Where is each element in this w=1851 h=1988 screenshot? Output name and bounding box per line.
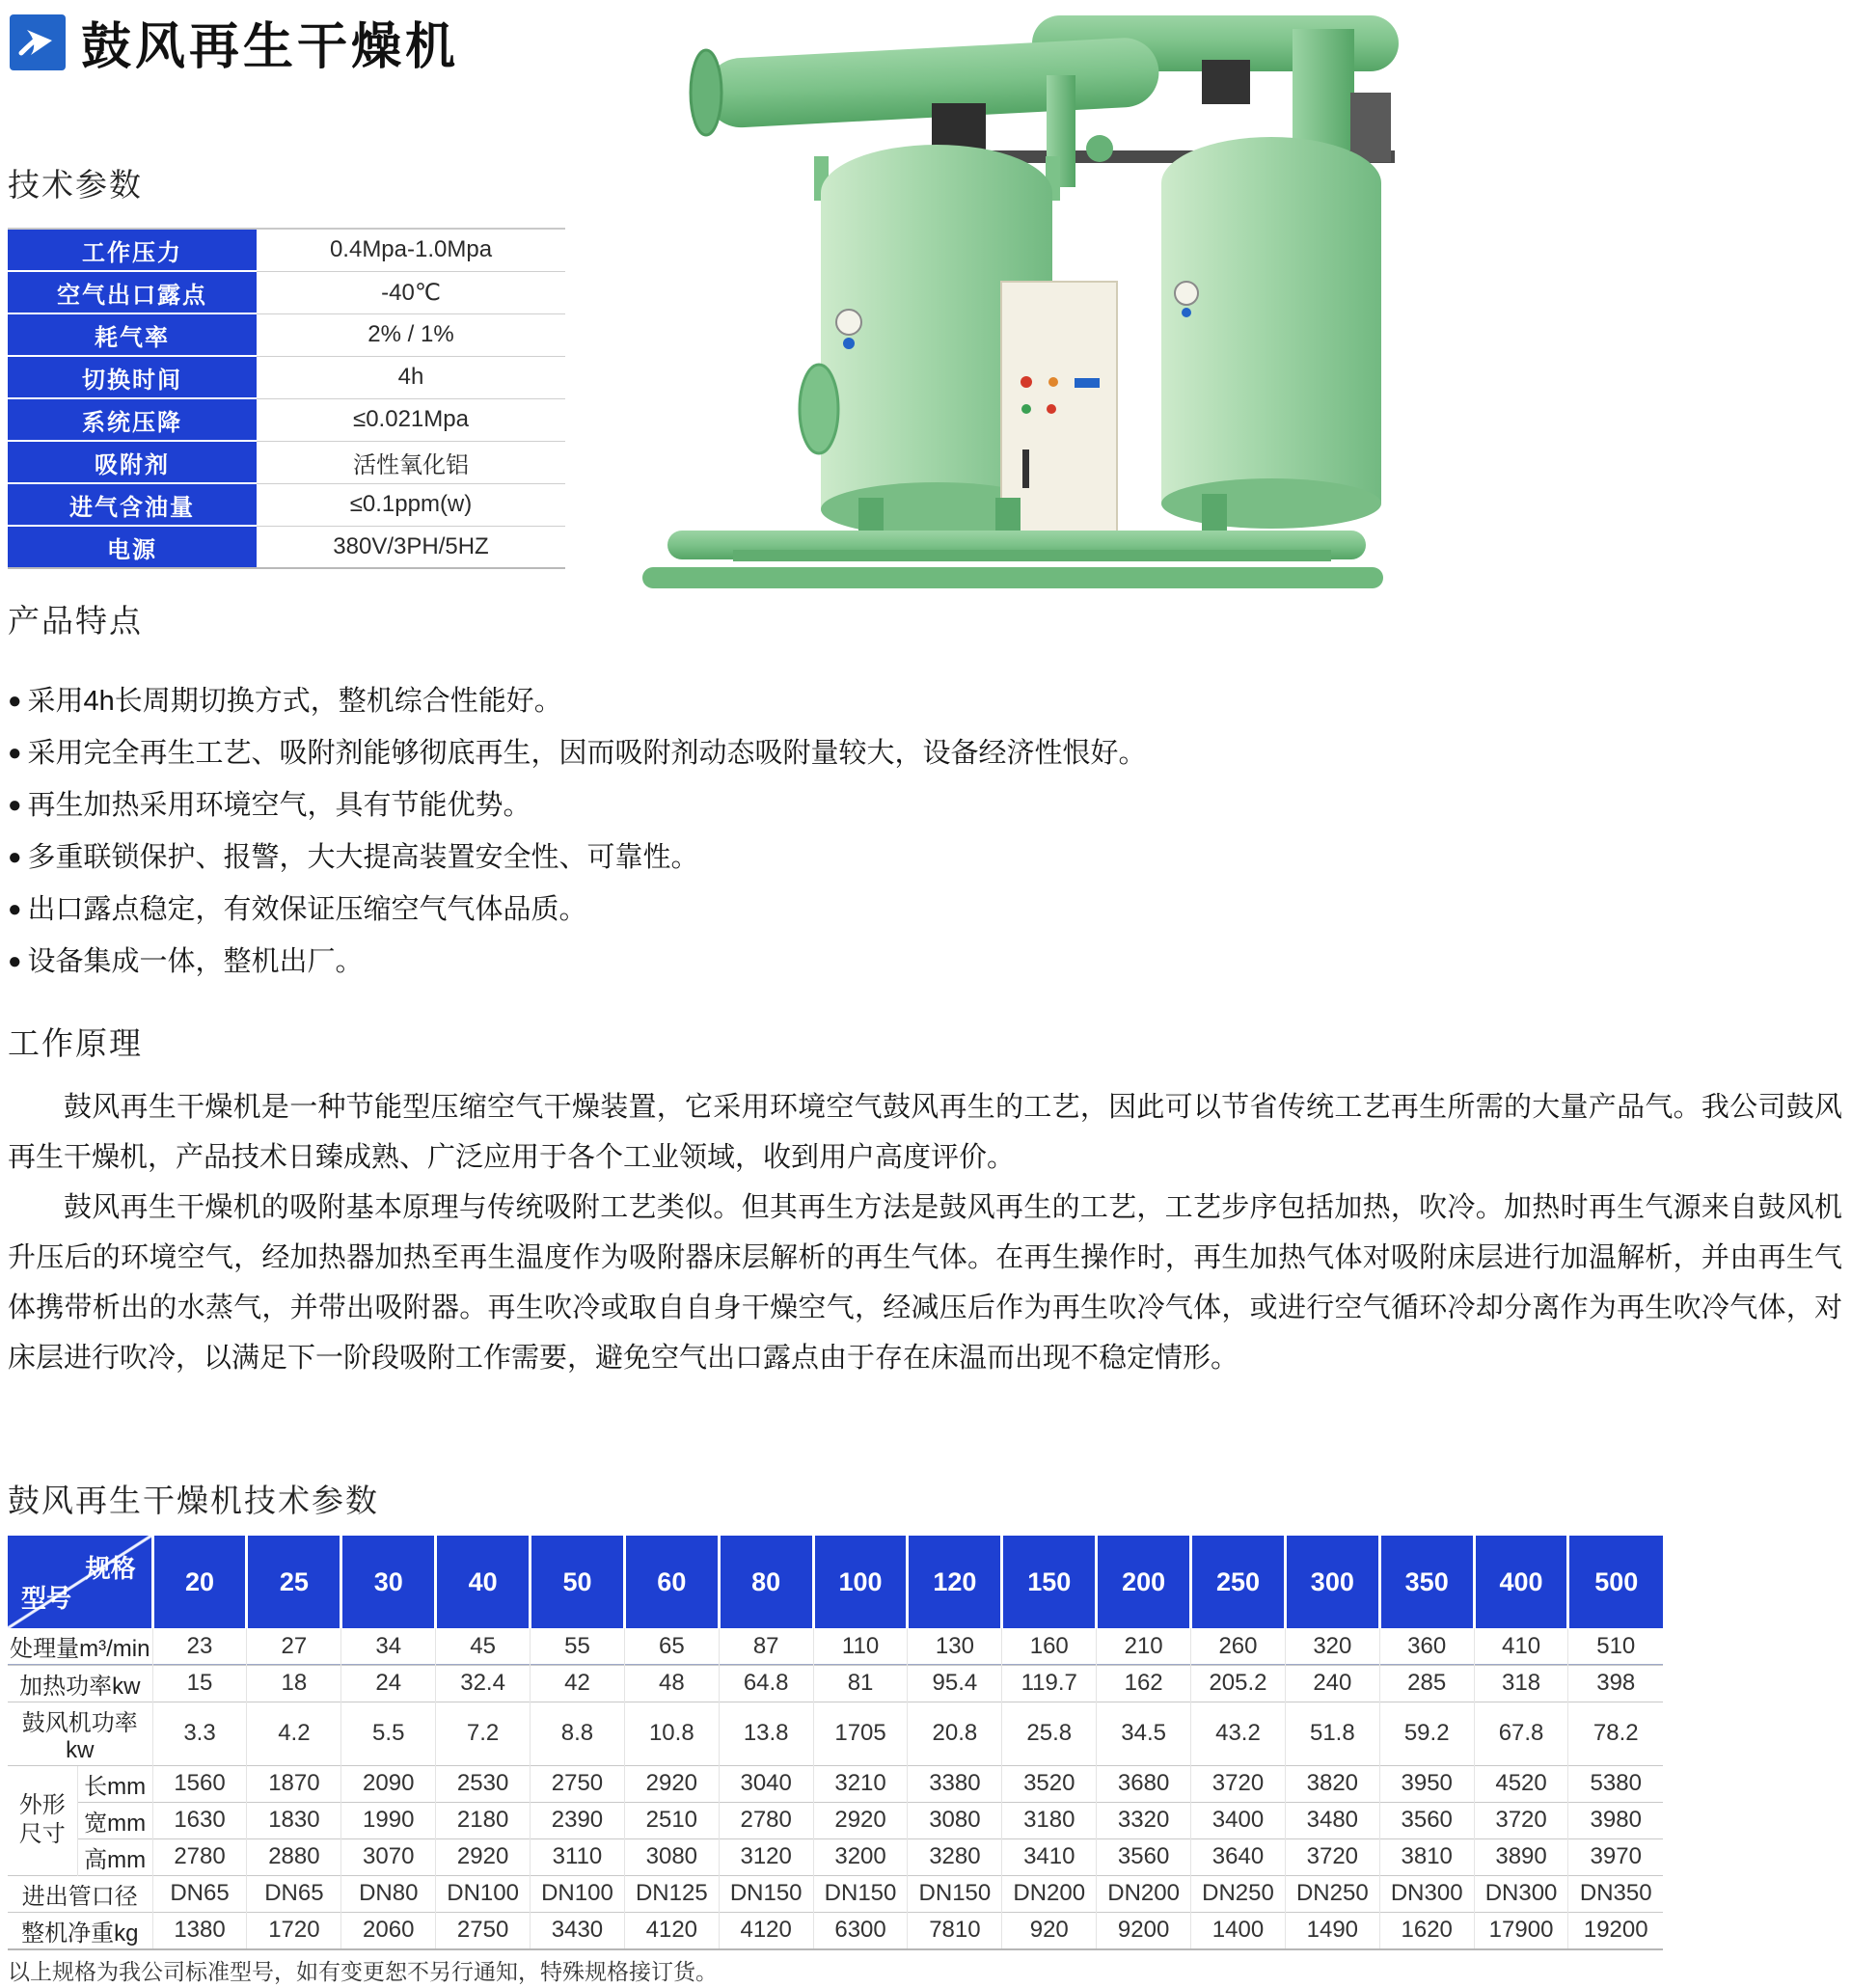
model-header: 300 <box>1285 1536 1379 1628</box>
model-header: 150 <box>1002 1536 1097 1628</box>
param-value: ≤0.1ppm(w) <box>257 483 565 526</box>
corner-model-label: 型号 <box>21 1584 72 1613</box>
spec-value: 2090 <box>341 1765 436 1802</box>
model-header: 60 <box>624 1536 719 1628</box>
spec-value: 78.2 <box>1568 1702 1663 1765</box>
spec-value: 3210 <box>813 1765 908 1802</box>
dimension-sub-label: 高mm <box>77 1838 152 1875</box>
spec-value: 3430 <box>531 1912 625 1949</box>
spec-value: 7.2 <box>436 1702 531 1765</box>
spec-value: 1870 <box>247 1765 341 1802</box>
spec-value: 24 <box>341 1665 436 1702</box>
spec-row-label: 加热功率kw <box>8 1665 152 1702</box>
spec-row-label: 处理量m³/min <box>8 1628 152 1665</box>
feature-item <box>8 779 1147 831</box>
param-row <box>8 229 565 271</box>
spec-value: 4120 <box>624 1912 719 1949</box>
spec-value: DN250 <box>1191 1875 1286 1912</box>
spec-value: 1380 <box>152 1912 247 1949</box>
spec-value: 1490 <box>1285 1912 1379 1949</box>
spec-value: 2920 <box>436 1838 531 1875</box>
spec-value: 51.8 <box>1285 1702 1379 1765</box>
spec-value: 7810 <box>908 1912 1002 1949</box>
spec-value: 360 <box>1379 1628 1474 1665</box>
feature-text: 再生加热采用环境空气，具有节能优势。 <box>27 790 531 821</box>
spec-value: 10.8 <box>624 1702 719 1765</box>
model-spec-table <box>8 1536 1663 1950</box>
spec-value: 3410 <box>1002 1838 1097 1875</box>
spec-value: 1705 <box>813 1702 908 1765</box>
feature-item <box>8 675 1147 727</box>
spec-value: 2880 <box>247 1838 341 1875</box>
param-label: 耗气率 <box>8 313 257 356</box>
corner-spec-label: 规格 <box>85 1554 136 1583</box>
spec-value: 5.5 <box>341 1702 436 1765</box>
spec-value: 260 <box>1191 1628 1286 1665</box>
bullet-icon: ● <box>8 896 22 922</box>
spec-value: 3480 <box>1285 1802 1379 1838</box>
spec-value: DN125 <box>624 1875 719 1912</box>
spec-row <box>8 1802 1663 1838</box>
spec-value: 95.4 <box>908 1665 1002 1702</box>
spec-value: 3640 <box>1191 1838 1286 1875</box>
spec-value: 510 <box>1568 1628 1663 1665</box>
spec-value: DN100 <box>436 1875 531 1912</box>
spec-value: 1830 <box>247 1802 341 1838</box>
param-row <box>8 271 565 313</box>
feature-text: 采用完全再生工艺、吸附剂能够彻底再生，因而吸附剂动态吸附量较大，设备经济性恨好。 <box>27 738 1147 769</box>
spec-value: DN100 <box>531 1875 625 1912</box>
param-value: ≤0.021Mpa <box>257 398 565 441</box>
spec-value: DN150 <box>813 1875 908 1912</box>
footer-note: 以上规格为我公司标准型号，如有变更恕不另行通知，特殊规格接订货。 <box>8 1959 718 1984</box>
spec-value: 45 <box>436 1628 531 1665</box>
feature-text: 出口露点稳定，有效保证压缩空气气体品质。 <box>27 894 587 925</box>
spec-value: 81 <box>813 1665 908 1702</box>
param-value: 0.4Mpa-1.0Mpa <box>257 229 565 271</box>
spec-value: 1400 <box>1191 1912 1286 1949</box>
dimension-sub-label: 宽mm <box>77 1802 152 1838</box>
spec-value: 285 <box>1379 1665 1474 1702</box>
spec-value: 3890 <box>1474 1838 1568 1875</box>
spec-value: 3560 <box>1097 1838 1191 1875</box>
param-row <box>8 483 565 526</box>
spec-value: 3980 <box>1568 1802 1663 1838</box>
tech-params-heading: 技术参数 <box>8 167 143 203</box>
param-label: 吸附剂 <box>8 441 257 483</box>
bullet-icon: ● <box>8 688 22 714</box>
spec-value: 64.8 <box>719 1665 813 1702</box>
principle-paragraph: 鼓风再生干燥机是一种节能型压缩空气干燥装置，它采用环境空气鼓风再生的工艺，因此可以节省传统工艺再生所需的大量产品气。我公司鼓风再生干燥机，产品技术日臻成熟、广泛应用于各个工业领域，收到用户高度评价。 <box>8 1092 1842 1173</box>
spec-value: 6300 <box>813 1912 908 1949</box>
spec-value: 2780 <box>719 1802 813 1838</box>
spec-value: 2920 <box>813 1802 908 1838</box>
spec-value: 920 <box>1002 1912 1097 1949</box>
spec-value: 205.2 <box>1191 1665 1286 1702</box>
bullet-icon: ● <box>8 792 22 818</box>
spec-value: 2750 <box>531 1765 625 1802</box>
spec-value: DN200 <box>1097 1875 1191 1912</box>
spec-value: 3040 <box>719 1765 813 1802</box>
spec-value: 34.5 <box>1097 1702 1191 1765</box>
spec-value: 3110 <box>531 1838 625 1875</box>
spec-value: 3400 <box>1191 1802 1286 1838</box>
spec-value: 48 <box>624 1665 719 1702</box>
spec-value: 162 <box>1097 1665 1191 1702</box>
spec-value: 34 <box>341 1628 436 1665</box>
spec-value: 2780 <box>152 1838 247 1875</box>
feature-item <box>8 936 1147 988</box>
spec-value: DN300 <box>1379 1875 1474 1912</box>
feature-list <box>8 675 1147 988</box>
spec-value: 3080 <box>624 1838 719 1875</box>
param-row <box>8 398 565 441</box>
spec-value: DN200 <box>1002 1875 1097 1912</box>
spec-value: 2510 <box>624 1802 719 1838</box>
spec-value: 5380 <box>1568 1765 1663 1802</box>
spec-value: 9200 <box>1097 1912 1191 1949</box>
bullet-icon: ● <box>8 844 22 870</box>
spec-value: 2530 <box>436 1765 531 1802</box>
spec-row-label: 整机净重kg <box>8 1912 152 1949</box>
spec-row <box>8 1702 1663 1765</box>
spec-value: 55 <box>531 1628 625 1665</box>
spec-value: DN65 <box>247 1875 341 1912</box>
spec-value: 65 <box>624 1628 719 1665</box>
feature-item <box>8 831 1147 884</box>
feature-text: 采用4h长周期切换方式，整机综合性能好。 <box>27 686 562 717</box>
spec-value: 2390 <box>531 1802 625 1838</box>
spec-row-label: 鼓风机功率kw <box>8 1702 152 1765</box>
spec-value: 160 <box>1002 1628 1097 1665</box>
principle-paragraph: 鼓风再生干燥机的吸附基本原理与传统吸附工艺类似。但其再生方法是鼓风再生的工艺，工艺步序包括加热，吹冷。加热时再生气源来自鼓风机升压后的环境空气，经加热器加热至再生温度作为吸附器床层解析的再生气体。在再生操作时，再生加热气体对吸附床层进行加温解析，并由再生气体携带析出的水蒸气，并带出吸附器。再生吹冷或取自自身干燥空气，经减压后作为再生吹冷气体，或进行空气循环冷却分离作为再生吹冷气体，对床层进行吹冷，以满足下一阶段吸附工作需要，避免空气出口露点由于存在床温而出现不稳定情形。 <box>8 1192 1842 1374</box>
spec-value: 2920 <box>624 1765 719 1802</box>
spec-value: 318 <box>1474 1665 1568 1702</box>
spec-row <box>8 1912 1663 1949</box>
spec-value: 398 <box>1568 1665 1663 1702</box>
model-header: 40 <box>436 1536 531 1628</box>
bullet-icon: ● <box>8 740 22 766</box>
spec-value: 3720 <box>1285 1838 1379 1875</box>
spec-value: DN150 <box>908 1875 1002 1912</box>
param-row <box>8 526 565 568</box>
spec-table-heading: 鼓风再生干燥机技术参数 <box>8 1483 379 1518</box>
model-header: 400 <box>1474 1536 1568 1628</box>
param-value: -40℃ <box>257 271 565 313</box>
spec-value: 2180 <box>436 1802 531 1838</box>
param-label: 切换时间 <box>8 356 257 398</box>
spec-value: 3380 <box>908 1765 1002 1802</box>
spec-value: DN350 <box>1568 1875 1663 1912</box>
spec-value: 2060 <box>341 1912 436 1949</box>
spec-value: 4120 <box>719 1912 813 1949</box>
param-label: 系统压降 <box>8 398 257 441</box>
spec-value: 3520 <box>1002 1765 1097 1802</box>
spec-value: 32.4 <box>436 1665 531 1702</box>
spec-value: 410 <box>1474 1628 1568 1665</box>
spec-value: DN250 <box>1285 1875 1379 1912</box>
spec-value: 3810 <box>1379 1838 1474 1875</box>
spec-value: 110 <box>813 1628 908 1665</box>
page-title: 鼓风再生干燥机 <box>81 19 460 75</box>
spec-value: DN80 <box>341 1875 436 1912</box>
product-photo <box>617 4 1416 594</box>
model-header: 100 <box>813 1536 908 1628</box>
feature-text: 设备集成一体，整机出厂。 <box>27 946 364 977</box>
param-value: 2% / 1% <box>257 313 565 356</box>
page-header <box>10 6 459 78</box>
spec-value: 18 <box>247 1665 341 1702</box>
spec-value: 15 <box>152 1665 247 1702</box>
spec-row <box>8 1665 1663 1702</box>
spec-value: DN65 <box>152 1875 247 1912</box>
spec-value: 67.8 <box>1474 1702 1568 1765</box>
spec-value: 1620 <box>1379 1912 1474 1949</box>
dimension-group-label: 外形 尺寸 <box>8 1765 77 1875</box>
model-header: 20 <box>152 1536 247 1628</box>
principle-heading: 工作原理 <box>8 1025 143 1061</box>
spec-value: 130 <box>908 1628 1002 1665</box>
spec-value: 3070 <box>341 1838 436 1875</box>
table-corner-cell <box>8 1536 152 1628</box>
dimension-sub-label: 长mm <box>77 1765 152 1802</box>
spec-value: 1560 <box>152 1765 247 1802</box>
param-label: 工作压力 <box>8 229 257 271</box>
model-header: 50 <box>531 1536 625 1628</box>
spec-value: 20.8 <box>908 1702 1002 1765</box>
spec-row <box>8 1838 1663 1875</box>
spec-value: 2750 <box>436 1912 531 1949</box>
spec-value: 240 <box>1285 1665 1379 1702</box>
spec-value: 4520 <box>1474 1765 1568 1802</box>
model-header: 500 <box>1568 1536 1663 1628</box>
spec-value: 23 <box>152 1628 247 1665</box>
spec-value: 3970 <box>1568 1838 1663 1875</box>
param-row <box>8 441 565 483</box>
features-heading: 产品特点 <box>8 603 143 639</box>
spec-value: 3560 <box>1379 1802 1474 1838</box>
model-header: 350 <box>1379 1536 1474 1628</box>
spec-value: 210 <box>1097 1628 1191 1665</box>
spec-value: 27 <box>247 1628 341 1665</box>
spec-value: 3950 <box>1379 1765 1474 1802</box>
spec-value: 3280 <box>908 1838 1002 1875</box>
spec-value: DN300 <box>1474 1875 1568 1912</box>
principle-paragraphs <box>8 1082 1842 1383</box>
model-header: 200 <box>1097 1536 1191 1628</box>
model-header: 30 <box>341 1536 436 1628</box>
spec-value: DN150 <box>719 1875 813 1912</box>
spec-row <box>8 1765 1663 1802</box>
model-header: 25 <box>247 1536 341 1628</box>
param-value: 380V/3PH/5HZ <box>257 526 565 568</box>
spec-value: 13.8 <box>719 1702 813 1765</box>
spec-value: 8.8 <box>531 1702 625 1765</box>
spec-row <box>8 1875 1663 1912</box>
spec-value: 3180 <box>1002 1802 1097 1838</box>
spec-row-label: 进出管口径 <box>8 1875 152 1912</box>
spec-value: 3080 <box>908 1802 1002 1838</box>
spec-value: 320 <box>1285 1628 1379 1665</box>
spec-value: 4.2 <box>247 1702 341 1765</box>
model-header: 250 <box>1191 1536 1286 1628</box>
spec-value: 59.2 <box>1379 1702 1474 1765</box>
spec-value: 119.7 <box>1002 1665 1097 1702</box>
spec-value: 3720 <box>1474 1802 1568 1838</box>
tech-params-table <box>8 228 565 569</box>
spec-value: 3320 <box>1097 1802 1191 1838</box>
feature-item <box>8 884 1147 936</box>
feature-item <box>8 727 1147 779</box>
param-row <box>8 313 565 356</box>
spec-value: 17900 <box>1474 1912 1568 1949</box>
spec-value: 1630 <box>152 1802 247 1838</box>
param-label: 空气出口露点 <box>8 271 257 313</box>
spec-value: 43.2 <box>1191 1702 1286 1765</box>
spec-value: 3.3 <box>152 1702 247 1765</box>
param-label: 电源 <box>8 526 257 568</box>
param-label: 进气含油量 <box>8 483 257 526</box>
spec-value: 3680 <box>1097 1765 1191 1802</box>
spec-value: 1720 <box>247 1912 341 1949</box>
spec-value: 3200 <box>813 1838 908 1875</box>
model-header: 80 <box>719 1536 813 1628</box>
param-row <box>8 356 565 398</box>
param-value: 活性氧化铝 <box>257 441 565 483</box>
spec-row <box>8 1628 1663 1665</box>
bullet-icon: ● <box>8 948 22 974</box>
spec-value: 1990 <box>341 1802 436 1838</box>
spec-value: 87 <box>719 1628 813 1665</box>
spec-value: 3820 <box>1285 1765 1379 1802</box>
spec-value: 42 <box>531 1665 625 1702</box>
model-header: 120 <box>908 1536 1002 1628</box>
spec-value: 3720 <box>1191 1765 1286 1802</box>
spec-value: 3120 <box>719 1838 813 1875</box>
arrow-right-icon <box>10 14 66 70</box>
feature-text: 多重联锁保护、报警，大大提高装置安全性、可靠性。 <box>27 842 699 873</box>
spec-value: 25.8 <box>1002 1702 1097 1765</box>
param-value: 4h <box>257 356 565 398</box>
spec-value: 19200 <box>1568 1912 1663 1949</box>
